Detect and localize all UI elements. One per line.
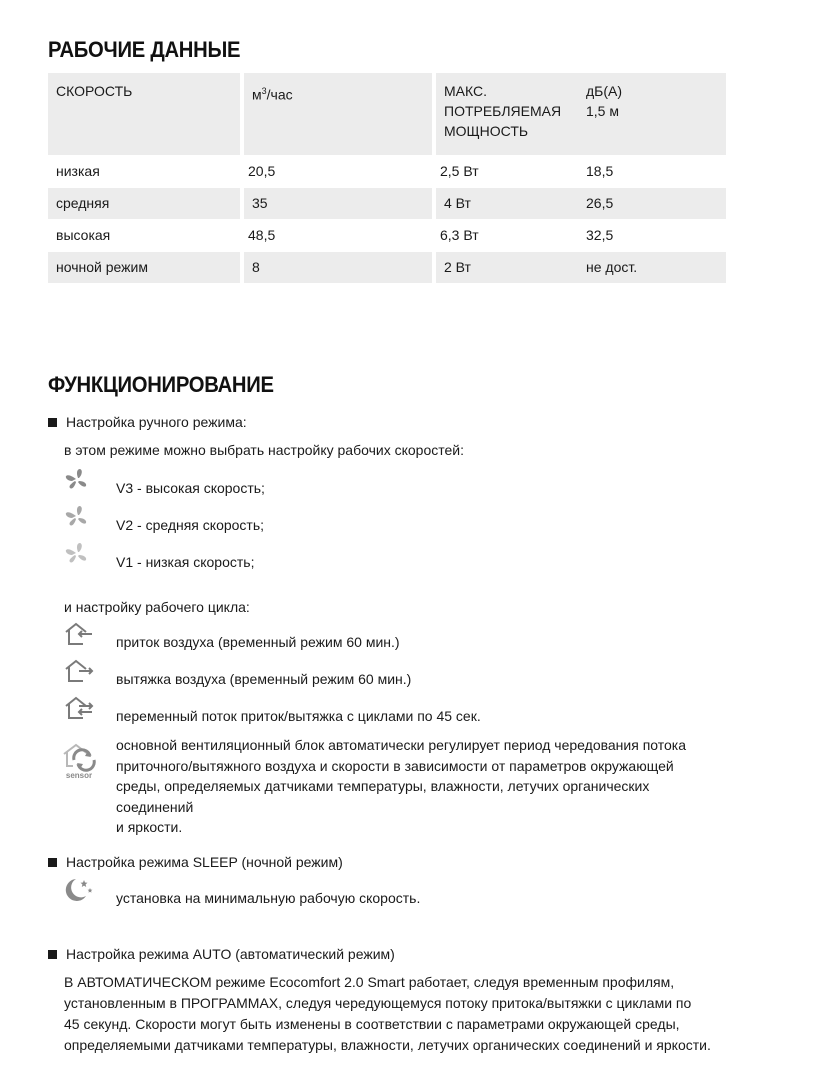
section-title-functioning: ФУНКЦИОНИРОВАНИЕ	[48, 372, 274, 397]
auto-line: определяемыми датчиками температуры, влажности, летучих органических соединений и яркости.	[64, 1037, 711, 1053]
sensor-line: приточного/вытяжного воздуха и скорости в зависимости от параметров окружающей	[116, 757, 674, 774]
header-noise	[578, 73, 726, 155]
house-exhaust-icon	[62, 657, 94, 685]
fan-v3-icon	[62, 466, 94, 494]
table-header-row	[48, 73, 726, 155]
header-speed: СКОРОСТЬ	[56, 83, 133, 99]
bullet-square-icon	[48, 858, 57, 867]
fan-v1-icon	[62, 540, 94, 568]
sensor-line: основной вентиляционный блок автоматически регулирует период чередования потока	[116, 737, 687, 753]
table-row	[48, 252, 726, 283]
speed-v2-label: V2 - средняя скорость;	[116, 517, 265, 533]
cell-flow: 48,5	[248, 227, 276, 243]
house-alternating-icon	[62, 694, 94, 722]
header-noise-line1: дБ(А)	[586, 83, 623, 99]
sensor-icon-label: sensor	[65, 771, 93, 780]
bullet-square-icon	[48, 418, 57, 427]
cycle-intro: и настройку рабочего цикла:	[64, 599, 250, 615]
moon-stars-icon	[62, 876, 94, 904]
table-row	[48, 220, 726, 251]
header-power	[432, 73, 578, 155]
auto-line: В АВТОМАТИЧЕСКОМ режиме Ecocomfort 2.0 Smart работает, следуя временным профилям,	[64, 974, 675, 990]
cell-flow: 35	[240, 188, 432, 219]
cell-power: 2 Вт	[432, 252, 578, 283]
manual-mode-intro: в этом режиме можно выбрать настройку рабочих скоростей:	[64, 442, 464, 458]
cycle-intake-label: приток воздуха (временный режим 60 мин.)	[116, 634, 400, 650]
cell-flow: 8	[240, 252, 432, 283]
cell-noise: 18,5	[586, 163, 614, 179]
cell-noise: 32,5	[586, 227, 614, 243]
sleep-mode-label: установка на минимальную рабочую скорость.	[116, 890, 421, 906]
section-title-operating-data: РАБОЧИЕ ДАННЫЕ	[48, 37, 241, 62]
cell-noise: 26,5	[586, 195, 614, 211]
speed-v3-label: V3 - высокая скорость;	[116, 480, 265, 496]
speed-v1-label: V1 - низкая скорость;	[116, 554, 255, 570]
cell-noise: не дост.	[586, 259, 638, 275]
sensor-description	[116, 735, 728, 838]
bullet-sleep-mode	[48, 852, 343, 872]
cell-power: 2,5 Вт	[440, 163, 479, 179]
auto-mode-description	[64, 972, 724, 1056]
header-power-line1: МАКС.	[444, 83, 487, 99]
cycle-exhaust-label: вытяжка воздуха (временный режим 60 мин.)	[116, 671, 412, 687]
sensor-icon	[60, 740, 100, 780]
fan-v2-icon	[62, 503, 94, 531]
cell-flow: 20,5	[248, 163, 276, 179]
table-row	[48, 156, 726, 187]
header-flow: $м^3$/час	[240, 73, 432, 155]
header-power-line3: МОЩНОСТЬ	[444, 123, 529, 139]
header-power-line2: ПОТРЕБЛЯЕМАЯ	[444, 103, 562, 119]
operating-data-table	[48, 73, 726, 283]
auto-line: 45 секунд. Скорости могут быть изменены в соответствии с параметрами окружающей среды,	[64, 1016, 680, 1032]
cell-speed: ночной режим	[56, 259, 148, 275]
sensor-line: и яркости.	[116, 819, 183, 835]
auto-mode-heading: Настройка режима AUTO (автоматический режим)	[66, 946, 395, 962]
table-row	[48, 188, 726, 219]
manual-mode-heading: Настройка ручного режима:	[66, 414, 247, 430]
cell-speed: низкая	[56, 163, 100, 179]
sensor-line: среды, определяемых датчиками температуры, влажности, летучих органических соединений	[116, 778, 650, 815]
cell-power: 6,3 Вт	[440, 227, 479, 243]
bullet-manual-mode	[48, 412, 247, 432]
cycle-alternating-label: переменный поток приток/вытяжка с циклами по 45 сек.	[116, 708, 481, 724]
header-noise-line2: 1,5 м	[586, 103, 619, 119]
house-intake-icon	[62, 620, 94, 648]
bullet-square-icon	[48, 950, 57, 959]
bullet-auto-mode	[48, 944, 395, 964]
cell-speed: высокая	[56, 227, 111, 243]
cell-power: 4 Вт	[432, 188, 578, 219]
auto-line: установленным в ПРОГРАММАХ, следуя чередующемуся потоку притока/вытяжки с циклами по	[64, 995, 692, 1011]
cell-speed: средняя	[56, 195, 110, 211]
sleep-mode-heading: Настройка режима SLEEP (ночной режим)	[66, 854, 343, 870]
